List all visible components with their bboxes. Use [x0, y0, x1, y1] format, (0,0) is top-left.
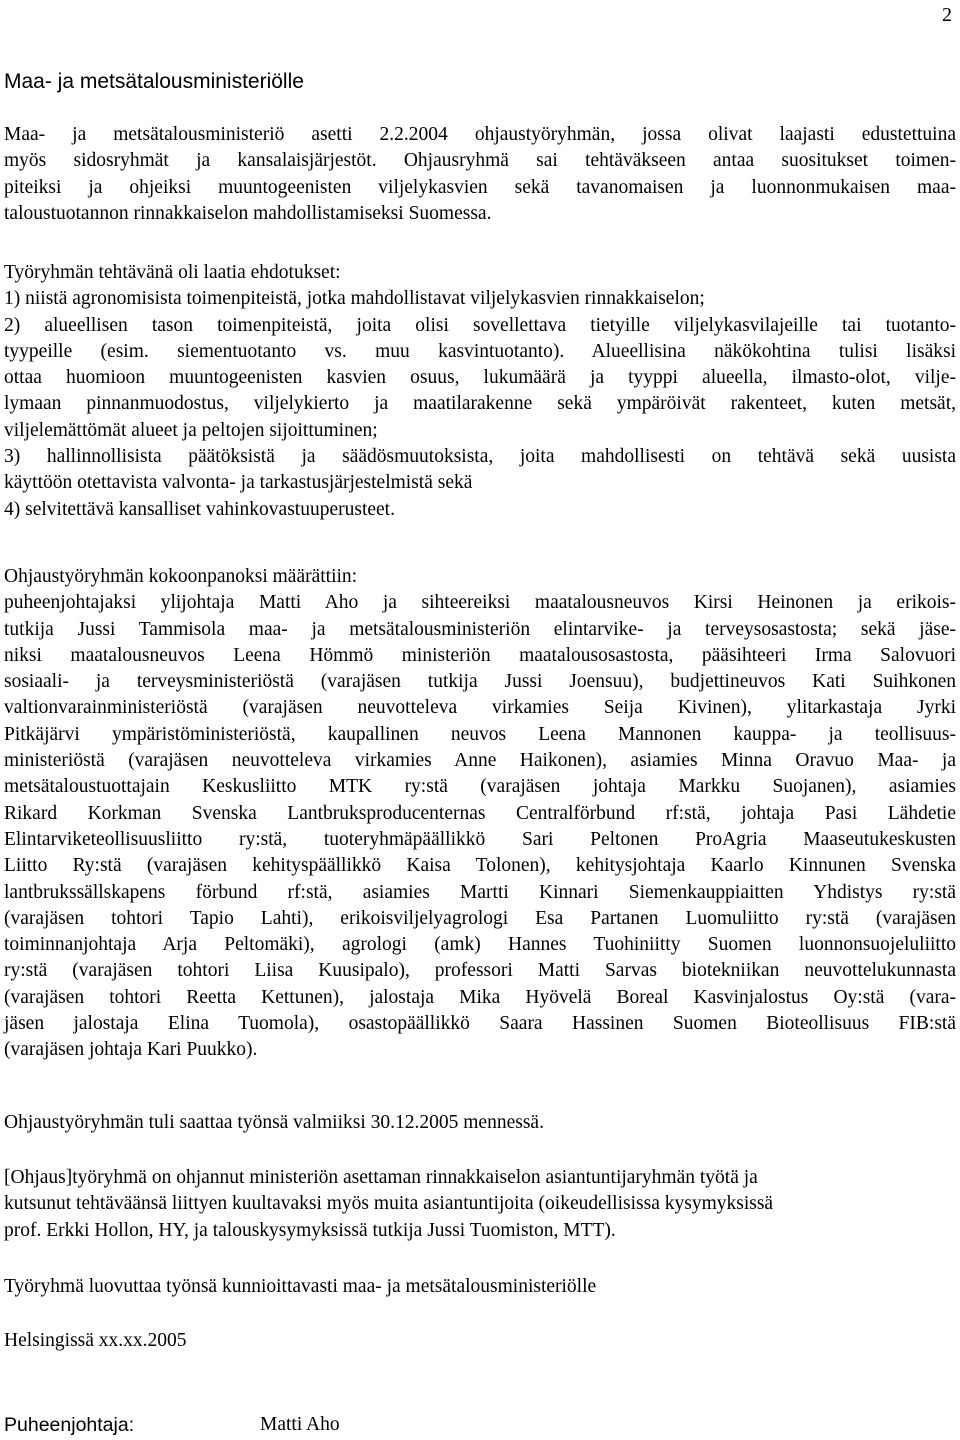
tasks-line: käyttöön otettavista valvonta- ja tarkastusjärjestelmistä sekä [4, 472, 473, 494]
signature-name: Matti Aho [260, 1414, 340, 1435]
tasks-line: 2) alueellisen tason toimenpiteistä, joita olisi sovellettava tietyille viljelykasvilajeille tai tuotanto- [4, 314, 956, 336]
signature-role: Puheenjohtaja: [4, 1414, 135, 1436]
composition-line: (varajäsen johtaja Kari Puukko). [4, 1039, 258, 1061]
signature-block [4, 1412, 604, 1438]
intro-line: Maa- ja metsätalousministeriö asetti 2.2.2004 ohjaustyöryhmän, jossa olivat laajasti edustettuina [4, 124, 956, 145]
tasks-line: lymaan pinnanmuodostus, viljelykierto ja maatilarakenne sekä ympäröivät rakenteet, kuten metsät, [4, 393, 956, 415]
composition-line: tutkija Jussi Tammisola maa- ja metsätalousministeriön elintarvike- ja terveysosastosta; sekä jäse- [4, 618, 956, 640]
experts-line: [Ohjaus]työryhmä on ohjannut ministeriön asettaman rinnakkaiselon asiantuntijaryhmän työtä ja [4, 1167, 758, 1188]
tasks-paragraph [4, 260, 956, 523]
tasks-line: 3) hallinnollisista päätöksistä ja säädösmuutoksista, joita mahdollisesti on tehtävä sekä uusista [4, 446, 956, 468]
composition-line: lantbrukssällskapens förbund rf:stä, asiamies Martti Kinnari Siemenkauppiaitten Yhdistys ry:stä [4, 881, 956, 903]
composition-line: Pitkäjärvi ympäristöministeriöstä, kaupallinen neuvos Leena Mannonen kauppa- ja teollisuus- [4, 723, 956, 745]
tasks-line: tyypeille (esim. siementuotanto vs. muu kasvintuotanto). Alueellisina näkökohtina tulisi lisäksi [4, 340, 956, 362]
composition-line: valtionvarainministeriöstä (varajäsen neuvotteleva virkamies Seija Kivinen), ylitarkastaja Jyrki [4, 697, 956, 719]
intro-line: piteiksi ja ohjeiksi muuntogeenisten viljelykasvien sekä tavanomaisen ja luonnonmukaisen maa- [4, 176, 956, 198]
intro-line: myös sidosryhmät ja kansalaisjärjestöt. Ohjausryhmä sai tehtäväkseen antaa suositukset toimen- [4, 150, 956, 172]
tasks-line: ottaa huomioon muuntogeenisten kasvien osuus, lukumäärä ja tyyppi alueella, ilmasto-olot, vilje- [4, 367, 956, 389]
page-title: Maa- ja metsätalousministeriölle [4, 70, 304, 93]
composition-line: ministeriöstä (varajäsen neuvotteleva virkamies Anne Haikonen), asiamies Minna Oravuo Maa- ja [4, 750, 956, 772]
tasks-heading: Työryhmän tehtävänä oli laatia ehdotukset: [4, 262, 341, 283]
composition-line: sosiaali- ja terveysministeriöstä (varajäsen tutkija Jussi Joensuu), budjettineuvos Kati Suihkonen [4, 671, 956, 693]
place-date-line: Helsingissä xx.xx.2005 [4, 1330, 187, 1351]
experts-line: prof. Erkki Hollon, HY, ja talouskysymyksissä tutkija Jussi Tuomiston, MTT). [4, 1219, 616, 1241]
composition-line: jäsen jalostaja Elina Tuomola), osastopäällikkö Saara Hassinen Suomen Bioteollisuus FIB:stä [4, 1013, 956, 1035]
composition-line: Liitto Ry:stä (varajäsen kehityspäällikkö Kaisa Tolonen), kehitysjohtaja Kaarlo Kinnunen Svenska [4, 855, 956, 877]
tasks-line: 1) niistä agronomisista toimenpiteistä, jotka mahdollistavat viljelykasvien rinnakkaiselon; [4, 288, 705, 310]
experts-line: kutsunut tehtäväänsä liittyen kuultavaksi myös muita asiantuntijoita (oikeudellisissa kysymyksissä [4, 1193, 774, 1215]
intro-line: taloustuotannon rinnakkaiselon mahdollistamiseksi Suomessa. [4, 202, 492, 224]
composition-line: toiminnanjohtaja Arja Peltomäki), agrologi (amk) Hannes Tuohiniitty Suomen luonnonsuojeluliitto [4, 934, 956, 956]
page-number: 2 [942, 4, 952, 26]
composition-line: Rikard Korkman Svenska Lantbruksproducenternas Centralförbund rf:stä, johtaja Pasi Lähdetie [4, 802, 956, 824]
submission-paragraph [4, 1274, 956, 1300]
experts-paragraph [4, 1165, 956, 1244]
deadline-line: Ohjaustyöryhmän tuli saattaa työnsä valmiiksi 30.12.2005 mennessä. [4, 1112, 544, 1133]
place-date [4, 1328, 956, 1354]
composition-line: ry:stä (varajäsen tohtori Liisa Kuusipalo), professori Matti Sarvas biotekniikan neuvottelukunnasta [4, 960, 956, 982]
composition-line: metsätaloustuottajain Keskusliitto MTK ry:stä (varajäsen johtaja Markku Suojanen), asiamies [4, 776, 956, 798]
submission-line: Työryhmä luovuttaa työnsä kunnioittavasti maa- ja metsätalousministeriölle [4, 1276, 597, 1297]
tasks-line: 4) selvitettävä kansalliset vahinkovastuuperusteet. [4, 498, 395, 520]
composition-heading: Ohjaustyöryhmän kokoonpanoksi määrättiin: [4, 566, 358, 587]
composition-paragraph [4, 564, 956, 1064]
composition-line: niksi maatalousneuvos Leena Hömmö ministeriön maatalousosastosta, pääsihteeri Irma Salovuori [4, 644, 956, 666]
tasks-line: viljelemättömät alueet ja peltojen sijoittuminen; [4, 419, 378, 441]
composition-line: puheenjohtajaksi ylijohtaja Matti Aho ja sihteereiksi maatalousneuvos Kirsi Heinonen ja erikois- [4, 592, 956, 614]
composition-line: (varajäsen tohtori Tapio Lahti), erikoisviljelyagrologi Esa Partanen Luomuliitto ry:stä (varajäsen [4, 907, 956, 929]
intro-paragraph [4, 122, 956, 227]
composition-line: (varajäsen tohtori Reetta Kettunen), jalostaja Mika Hyövelä Boreal Kasvinjalostus Oy:stä (vara- [4, 986, 956, 1008]
composition-line: Elintarviketeollisuusliitto ry:stä, tuoteryhmäpäällikkö Sari Peltonen ProAgria Maaseutukeskusten [4, 828, 956, 850]
deadline-paragraph [4, 1110, 956, 1136]
